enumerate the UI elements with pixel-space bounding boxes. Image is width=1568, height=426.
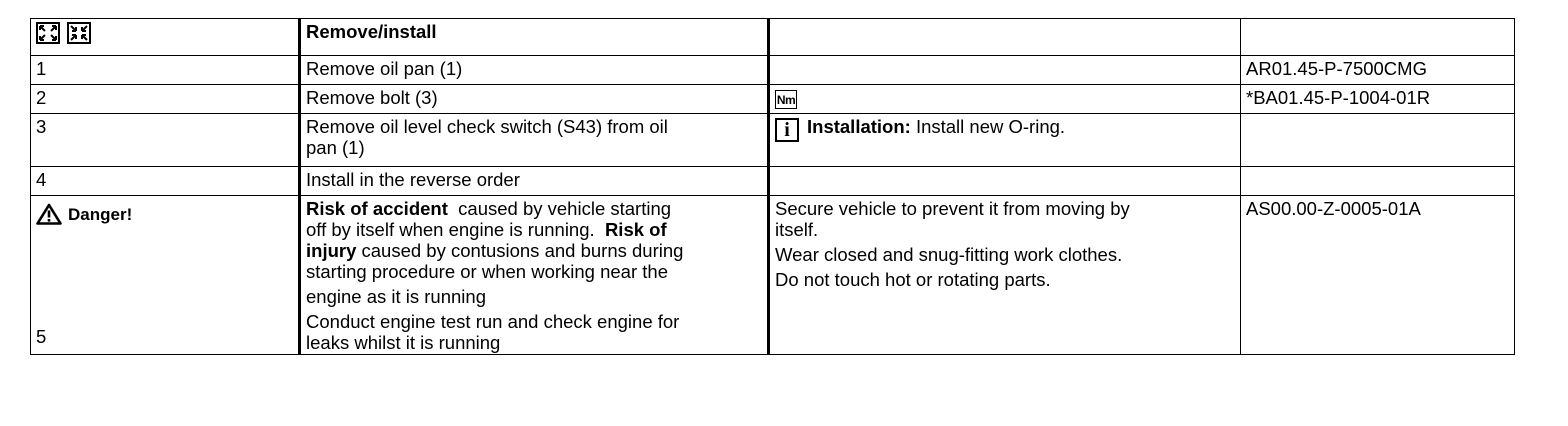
safety-measure-line: Secure vehicle to prevent it from moving by	[775, 198, 1130, 219]
header-title: Remove/install	[300, 19, 769, 56]
step-action	[300, 114, 769, 167]
step-reference-link[interactable]: *BA01.45-P-1004-01R	[1241, 85, 1515, 114]
step-note	[769, 114, 1241, 167]
step-number: 5	[36, 326, 47, 347]
risk-heading: Risk of	[604, 219, 667, 240]
info-icon[interactable]: i	[775, 118, 799, 142]
risk-text: caused by contusions and burns during	[356, 240, 684, 261]
step-action-line: Remove oil level check switch (S43) from oil	[306, 116, 668, 137]
danger-text-cell	[300, 196, 769, 355]
torque-nm-icon[interactable]: Nm	[775, 90, 797, 109]
step-action-line: pan (1)	[306, 137, 365, 158]
step-reference-link	[1241, 167, 1515, 196]
header-ref-cell	[1241, 19, 1515, 56]
procedure-table	[30, 18, 1515, 355]
risk-text: off by itself when engine is running.	[306, 219, 605, 240]
step-number: 2	[31, 85, 300, 114]
step-action: Remove bolt (3)	[300, 85, 769, 114]
step-reference-link	[1241, 114, 1515, 167]
risk-text: starting procedure or when working near the	[306, 261, 668, 282]
step-row-4	[31, 167, 1515, 196]
step-note	[769, 85, 1241, 114]
warning-triangle-icon	[36, 203, 62, 225]
note-label: Installation:	[807, 116, 911, 137]
risk-text: engine as it is running	[306, 286, 486, 307]
header-empty-cell	[769, 19, 1241, 56]
step-number: 4	[31, 167, 300, 196]
safety-measure-line: Do not touch hot or rotating parts.	[775, 269, 1051, 290]
note-text: Install new O-ring.	[910, 116, 1066, 137]
collapse-arrows-icon	[67, 22, 91, 44]
step-reference-link[interactable]: AR01.45-P-7500CMG	[1241, 56, 1515, 85]
danger-cell	[31, 196, 300, 355]
header-row	[31, 19, 1515, 56]
step-row-3	[31, 114, 1515, 167]
step-action: Install in the reverse order	[300, 167, 769, 196]
step-number: 1	[31, 56, 300, 85]
risk-heading: Risk of accident	[306, 198, 448, 219]
header-icons-cell	[31, 19, 300, 56]
safety-measure-line: Wear closed and snug-fitting work clothes.	[775, 244, 1123, 265]
danger-reference-link[interactable]: AS00.00-Z-0005-01A	[1241, 196, 1515, 355]
step-action-line: Conduct engine test run and check engine for	[306, 311, 680, 332]
step-row-2	[31, 85, 1515, 114]
safety-measures-cell	[769, 196, 1241, 355]
safety-measure-line: itself.	[775, 219, 819, 240]
danger-step-row	[31, 196, 1515, 355]
expand-arrows-icon	[36, 22, 60, 44]
risk-text: caused by vehicle starting	[447, 198, 672, 219]
step-action-line: leaks whilst it is running	[306, 332, 501, 353]
step-number: 3	[31, 114, 300, 167]
step-note	[769, 167, 1241, 196]
danger-label: Danger!	[68, 204, 133, 224]
step-row-1	[31, 56, 1515, 85]
step-action: Remove oil pan (1)	[300, 56, 769, 85]
step-note	[769, 56, 1241, 85]
risk-heading: injury	[306, 240, 357, 261]
